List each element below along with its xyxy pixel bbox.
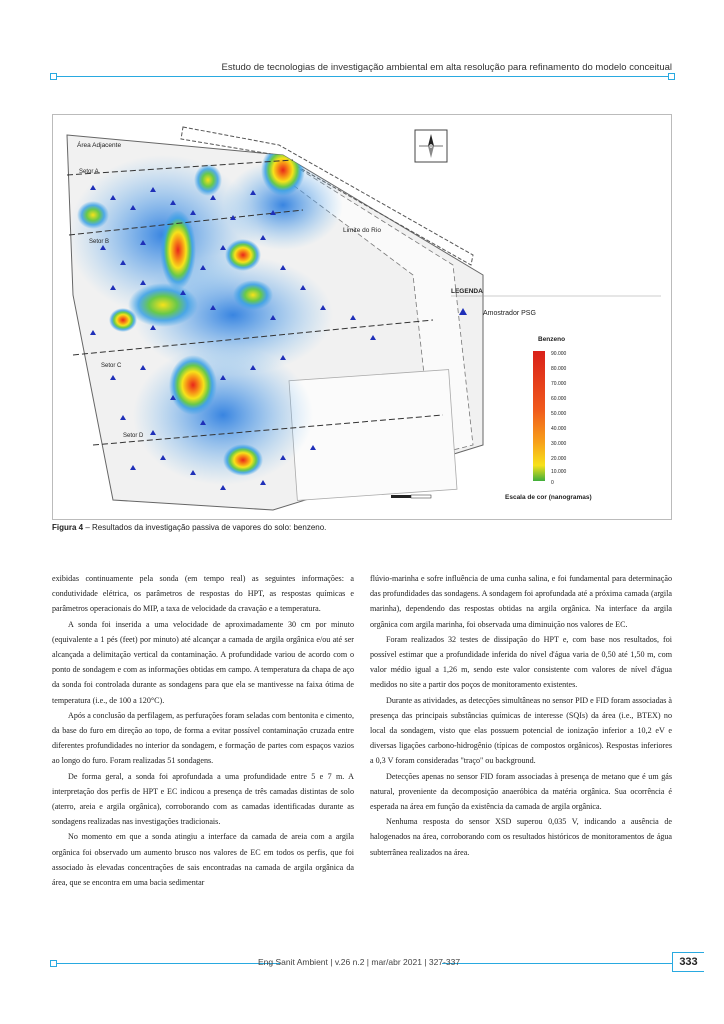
scale-title: Benzeno [538,336,566,343]
header-rule [52,76,672,77]
paragraph: exibidas continuamente pela sonda (em tempo real) as seguintes informações: a condutividade elétrica, os parâmetros de respostas do HPT, as respostas químicas e parâmetros operacionais do MIP, a taxa de velocidade da cravação e a temperatura. [52,574,354,614]
color-scale-bar [533,351,545,481]
paragraph: Após a conclusão da perfilagem, as perfurações foram seladas com bentonita e cimento, da base do furo em direção ao topo, de forma a evitar possível contaminação cruzada entre diferentes profundidades no interior da sondagem, e formação de partes com espaços vazios ao longo do furo. Foram realizadas 51 sondagens. [52,710,354,766]
header-rule-node-right [668,73,675,80]
paragraph: Foram realizados 32 testes de dissipação do HPT e, com base nos resultados, foi possível estimar que a profundidade inferida do nível d'água varia de 0,50 até 1,50 m, com valor médio igual a 1,26 m, sendo este valor consistente com valores de nível d'água medidos no site a partir dos poços de monitoramento existentes. [370,634,672,690]
paragraph: flúvio-marinha e sofre influência de uma cunha salina, e foi fundamental para determinação das profundidades das sondagens. A sondagem foi aprofundada até a próxima camada (argila marinha), dependendo das respostas obtidas na argila orgânica. Na interface da argila orgânica com argila marinha, foi observada uma diminuição nos valores de EC. [370,574,672,629]
scale-tick-labels [551,351,567,486]
paragraph: A sonda foi inserida a uma velocidade de aproximadamente 30 cm por minuto (equivalente a 1 pés (feet) por minuto) até alcançar a camada de argila orgânica e/ou até ser alcançada a delimitação vertical da contaminação. A profundidade variou de acordo com o ponto de sondagem e com as informações obtidas em campo. A temperatura da chapa de aço da sonda foi controlada durante as sondagens para que ela se mantivesse na faixa ótima de temperatura (i.e., de 100 a 120°C). [52,619,354,705]
paragraph: De forma geral, a sonda foi aprofundada a uma profundidade entre 5 e 7 m. A interpretação dos perfis de HPT e EC indicou a presença de três camadas distintas de solo (aterro, areia e argila orgânica), corroborando com as camadas identificadas durante as sondagens realizadas nas investigações tradicionais. [52,771,354,827]
figure-caption [52,523,672,532]
label-river-limit: Limite do Rio [343,227,381,234]
scale-tick: 70.000 [551,381,567,387]
header-rule-node-left [50,73,57,80]
label-sector-c: Setor C [101,363,122,369]
scale-tick: 60.000 [551,396,567,402]
north-arrow-icon [415,130,447,162]
scale-tick: 40.000 [551,426,567,432]
scale-tick: 80.000 [551,366,567,372]
scale-tick: 0 [551,480,554,486]
figure-label: Figura 4 [52,523,84,532]
running-title: Estudo de tecnologias de investigação ambiental em alta resolução para refinamento do modelo conceitual [221,62,672,73]
figure-4 [52,114,672,520]
figure-caption-text: – Resultados da investigação passiva de vapores do solo: benzeno. [83,523,327,532]
body-column-left [52,571,354,890]
journal-footer: Eng Sanit Ambient | v.26 n.2 | mar/abr 2021 | 327-337 [257,957,461,967]
scale-tick: 30.000 [551,441,567,447]
label-adjacent-area: Área Adjacente [77,142,122,149]
legend-item-label: Amostrador PSG [483,310,536,317]
legend-title: LEGENDA [451,288,483,295]
scale-tick: 90.000 [551,351,567,357]
benzene-map [53,115,671,519]
body-column-right [370,571,672,860]
building-block [289,370,457,501]
label-sector-b: Setor B [89,239,110,245]
scale-bar [391,495,431,498]
paragraph: Durante as atividades, as detecções simultâneas no sensor PID e FID foram associadas à presença das principais substâncias químicas de interesse (SQIs) da área (i.e., BTEX) no local da sondagem, visto que elas possuem potencial de ionização inferior a 10,2 eV e diversas ligações carbono-hidrogênio (típicas de compostos orgânicos). Respostas inferiores a 0,3 V foram consideradas "traço" ou background. [370,695,672,766]
scale-caption: Escala de cor (nanogramas) [505,494,592,501]
label-sector-d: Setor D [123,433,144,439]
scale-tick: 10.000 [551,469,567,475]
page-number: 333 [672,952,704,972]
paragraph: Nenhuma resposta do sensor XSD superou 0,035 V, indicando a ausência de halogenados na área, corroborando com os resultados históricos de monitoramentos de água subterrânea realizados na área. [370,817,672,857]
label-sector-a: Setor A [79,169,99,175]
scale-tick: 20.000 [551,456,567,462]
paragraph: No momento em que a sonda atingiu a interface da camada de areia com a argila orgânica foi observado um aumento brusco nos valores de EC em todos os perfis, que foi associado às elevadas concentrações de sais encontradas na camada de argila orgânica da área, que se encontra em uma bacia sedimentar [52,832,354,888]
paragraph: Detecções apenas no sensor FID foram associadas à presença de metano que é um gás natural, proveniente da decomposição anaeróbica da matéria orgânica. Sua ocorrência é esperada na área em função da existência da camada de argila orgânica. [370,771,672,812]
scale-tick: 50.000 [551,411,567,417]
